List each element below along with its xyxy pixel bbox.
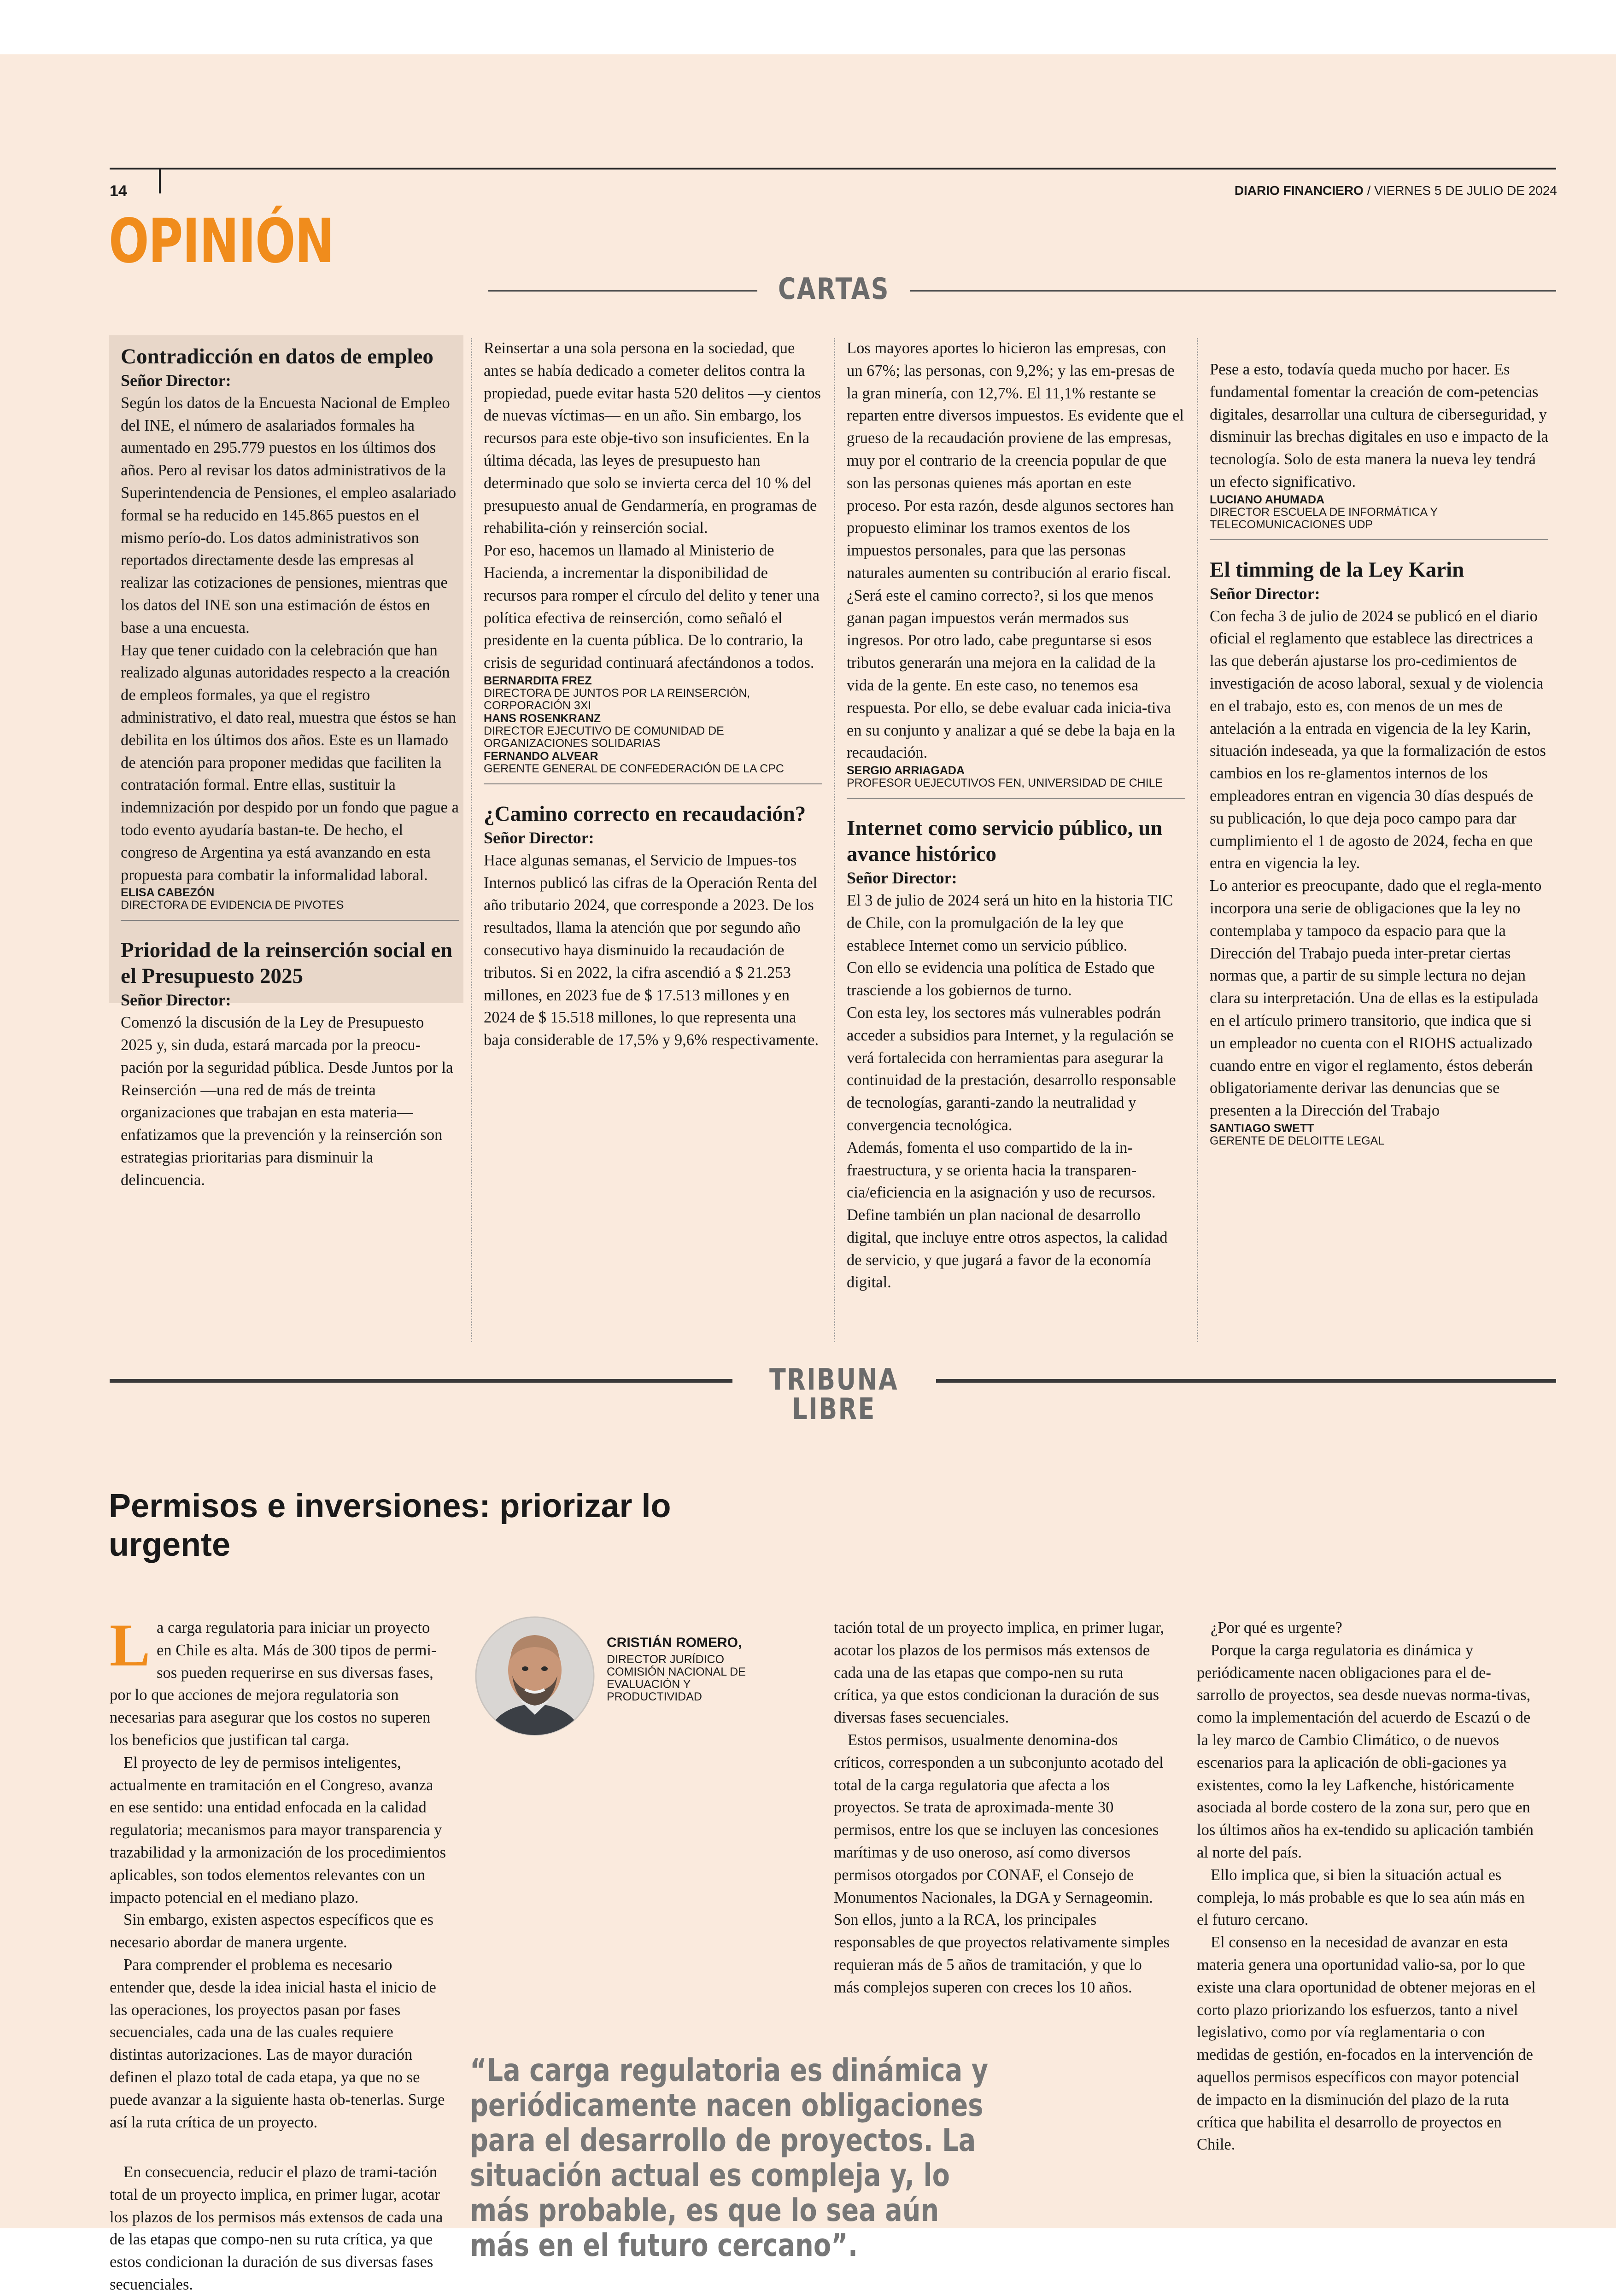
letter-title: Prioridad de la reinserción social en el Presupuesto 2025	[121, 938, 453, 988]
letters-column-4	[1210, 358, 1548, 1147]
tribuna-rule-right	[936, 1379, 1556, 1383]
article-paragraph: Porque la carga regulatoria es dinámica y periódicamente nacen obligaciones para el de-sarrollo de proyectos, sea desde nuevas norma-tivas, como la implementación del acuerdo de Escazú o de la ley marco de Cambio Climático, o de nuevos escenarios para la aplicación de obli-gaciones ya existentes, como la ley Lafkenche, históricamente asociada al borde costero de la zona sur, pero que en los últimos años ha ex-tendido su aplicación también al norte del país.	[1197, 1641, 1534, 1861]
article-paragraph: El proyecto de ley de permisos inteligentes, actualmente en tramitación en el Congreso, avanza en ese sentido: una entidad enfocada en la calidad regulatoria; mecanismos para mayor transparencia y trazabilidad y la armonización de los procedimientos aplicables, son todos elementos relevantes con un impacto potencial en el mediano plazo.	[110, 1753, 446, 1906]
letter-greeting: Señor Director:	[484, 828, 594, 847]
letter-separator	[1210, 539, 1548, 540]
author-role: DIRECTOR JURÍDICO COMISIÓN NACIONAL DE EVALUACIÓN Y PRODUCTIVIDAD	[607, 1653, 746, 1703]
letter-signature-role: GERENTE DE DELOITTE LEGAL	[1210, 1134, 1385, 1147]
letter-signature-role: DIRECTORA DE JUNTOS POR LA REINSERCIÓN, CORPORACIÓN 3XI	[484, 686, 750, 712]
letter-signature-role: PROFESOR UEJECUTIVOS FEN, UNIVERSIDAD DE CHILE	[847, 777, 1163, 790]
article-paragraph: El consenso en la necesidad de avanzar en esta materia genera una oportunidad valio-sa, por lo que existe una clara oportunidad de obtener mejoras en el corto plazo priorizando los esfuerzos, tanto a nivel legislativo, como por vía reglamentaria o con medidas de gestión, en-focados en la intervención de aquellos permisos específicos con mayor potencial de impacto en la disminución del plazo de la ruta crítica que habilita el desarrollo de proyectos en Chile.	[1197, 1934, 1536, 2154]
letter-paragraph: Con esta ley, los sectores más vulnerables podrán acceder a subsidios para Internet, y la regulación se verá fortalecida con herramientas para asegurar la continuidad de la prestación, desarrollo responsable de tecnologías, garanti-zando la neutralidad y convergencia tecnológica.	[847, 1004, 1176, 1134]
newspaper-page	[0, 54, 1616, 2293]
letter-paragraph: Hace algunas semanas, el Servicio de Impues-tos Internos publicó las cifras de la Operación Renta del año tributario 2024, que corresponde a 2023. De los resultados, llama la atención que por segundo año consecutivo haya disminuido la recaudación de tributos. Si en 2022, la cifra ascendió a $ 21.253 millones, en 2023 fue de $ 17.513 millones y en 2024 de $ 15.518 millones, lo que representa una baja considerable de 17,5% y 9,6% respectivamente.	[484, 851, 819, 1049]
article-paragraph: ¿Por qué es urgente?	[1211, 1619, 1342, 1636]
letter-separator	[484, 783, 822, 784]
article-paragraph: Sin embargo, existen aspectos específicos que es necesario abordar de manera urgente.	[110, 1911, 433, 1951]
letter-paragraph: El 3 de julio de 2024 será un hito en la historia TIC de Chile, con la promulgación de la ley que establece Internet como un servicio público.	[847, 891, 1173, 954]
article-column-1b	[110, 2161, 447, 2293]
letter-title: Internet como servicio público, un avance histórico	[847, 816, 1163, 866]
article-column-3	[1197, 1617, 1538, 2156]
letter-signature-name: SERGIO ARRIAGADA	[847, 764, 965, 777]
letter-greeting: Señor Director:	[1210, 584, 1320, 603]
article-paragraph: En consecuencia, reducir el plazo de trami-tación total de un proyecto implica, en primer lugar, acotar los plazos de los permisos más extensos de cada una de las etapas que compo-nen su ruta crítica, ya que estos condicionan la duración de sus diversas fases secuenciales.	[110, 2163, 443, 2293]
letter-greeting: Señor Director:	[121, 371, 231, 390]
letter-greeting: Señor Director:	[121, 991, 231, 1010]
section-title: OPINIÓN	[109, 206, 334, 277]
letter-signature-name: LUCIANO AHUMADA	[1210, 493, 1325, 506]
letter-paragraph: Lo anterior es preocupante, dado que el regla-mento incorpora una serie de obligaciones que la ley no contemplaba y tampoco da espacio para que la Dirección del Trabajo pueda inter-pretar ciertas normas que, a partir de su simple lectura no dejan clara su interpretación. Una de ellas es la estipulada en el artículo primero transitorio, que indica que si un empleador no cuenta con el RIOHS actualizado cuando entre en vigor el reglamento, éstos deberán obligatoriamente derivar las denuncias que se presenten a la Dirección del Trabajo	[1210, 877, 1542, 1120]
letter-signature-name: FERNANDO ALVEAR	[484, 749, 598, 763]
letter-paragraph: Reinsertar a una sola persona en la sociedad, que antes se había dedicado a cometer delitos contra la propiedad, puede evitar hasta 520 delitos —y cientos de nuevas víctimas— en un año. Sin embargo, los recursos para este obje-tivo son insuficientes. En la última década, las leyes de presupuesto han determinado que solo se invierta cerca del 10 % del presupuesto anual de Gendarmería, en programas de rehabilita-ción y reinserción social.	[484, 339, 821, 537]
letter-paragraph: Define también un plan nacional de desarrollo digital, que incluye entre otros aspectos, la calidad de servicio, y que jugará a favor de la economía digital.	[847, 1206, 1168, 1291]
letters-column-1	[121, 344, 459, 1192]
cartas-label: CARTAS	[778, 272, 890, 306]
letter-paragraph: Los mayores aportes lo hicieron las empresas, con un 67%; las personas, con 9,2%; y las em-presas de la gran minería, con 12,7%. El 11,1% restante se reparten entre diversos impuestos. Es evidente que el grueso de la recaudación proviene de las empresas, muy por el contrario de la creencia popular de que son las personas quienes más aportan en este proceso. Por esta razón, desde algunos sectores han propuesto eliminar los tramos exentos de los impuestos personales, para que las personas naturales aumenten su contribución al erario fiscal.	[847, 339, 1184, 582]
letter-signature-name: SANTIAGO SWETT	[1210, 1122, 1314, 1135]
letter-paragraph: Según los datos de la Encuesta Nacional de Empleo del INE, el número de asalariados formales ha aumentado en 295.779 puestos en los últimos dos años. Pero al revisar los datos administrativos de la Superintendencia de Pensiones, el empleo asalariado formal se ha reducido en 145.865 puestos en el mismo perío-do. Los datos administrativos son reportados directamente desde las empresas al realizar las cotizaciones de pensiones, mientras que los datos del INE son una estimación de éstos en base a una encuesta.	[121, 394, 457, 637]
column-divider	[1197, 338, 1198, 1342]
header-rule	[110, 168, 1556, 169]
article-paragraph: Para comprender el problema es necesario entender que, desde la idea inicial hasta el inicio de las operaciones, los proyectos pasan por fases secuenciales, cada una de las cuales requiere distintas autorizaciones. Las de mayor duración definen el plazo total de cada etapa, ya que no se puede avanzar a la siguiente hasta ob-tenerlas. Surge así la ruta crítica de un proyecto.	[110, 1956, 445, 2131]
page-number: 14	[110, 182, 127, 200]
author-name: CRISTIÁN ROMERO,	[607, 1635, 742, 1650]
letter-separator	[847, 798, 1185, 799]
article-column-1	[110, 1611, 447, 2133]
article-column-2	[834, 1617, 1170, 1999]
letter-paragraph: Además, fomenta el uso compartido de la in-fraestructura, y se orienta hacia la transparen-cia/eficiencia en la asignación y uso de recursos.	[847, 1139, 1156, 1202]
newspaper-name: DIARIO FINANCIERO	[1234, 183, 1364, 198]
article-title: Permisos e inversiones: priorizar lo urgente	[109, 1488, 671, 1563]
letters-column-2	[484, 337, 822, 1052]
page-number-divider	[159, 169, 161, 193]
letter-greeting: Señor Director:	[847, 869, 957, 888]
masthead	[1235, 183, 1557, 198]
letter-signature-name: BERNARDITA FREZ	[484, 674, 592, 687]
letter-separator	[121, 920, 459, 921]
letter-title: ¿Camino correcto en recaudación?	[484, 801, 806, 826]
article-paragraph-continued: tación total de un proyecto implica, en primer lugar, acotar los plazos de los permisos más extensos de cada una de las etapas que compo-nen su ruta crítica, ya que estos condicionan la duración de sus diversas fases secuenciales.	[834, 1619, 1165, 1727]
letter-signature-name: ELISA CABEZÓN	[121, 886, 215, 900]
cartas-rule-right	[910, 290, 1556, 292]
letter-paragraph: Con fecha 3 de julio de 2024 se publicó en el diario oficial el reglamento que establece las directrices a las que deberán ajustarse los pro-cedimientos de investigación de acoso laboral, sexual y de violencia en el trabajo, esto es, con menos de un mes de antelación a la entrada en vigencia de la ley Karin, situación indeseada, ya que la formalización de estos cambios en los re-glamentos internos de los empleadores entran en vigencia 30 días después de su publicación, lo que deja poco campo para dar cumplimiento el 1 de agosto de 2024, fecha en que entra en vigencia la ley.	[1210, 607, 1546, 872]
tribuna-label: TRIBUNA LIBRE	[769, 1363, 899, 1426]
article-paragraph: a carga regulatoria para iniciar un proyecto en Chile es alta. Más de 300 tipos de permi-sos pueden requerirse en sus diversas fases, por lo que acciones de mejora regulatoria son necesarias para asegurar que los costos no superen los beneficios que justifican tal carga.	[110, 1619, 437, 1749]
issue-date: / VIERNES 5 DE JULIO DE 2024	[1367, 183, 1557, 198]
letter-title: El timming de la Ley Karin	[1210, 557, 1464, 582]
letter-signature-name: HANS ROSENKRANZ	[484, 712, 601, 725]
letter-paragraph: Con ello se evidencia una política de Estado que trasciende a los gobiernos de turno.	[847, 959, 1155, 999]
tribuna-rule-left	[110, 1379, 732, 1383]
letter-paragraph: Pese a esto, todavía queda mucho por hacer. Es fundamental fomentar la creación de com-petencias digitales, desarrollar una cultura de ciberseguridad, y disminuir las brechas digitales en uso e impacto de la tecnología. Solo de esta manera la nueva ley tendrá un efecto significativo.	[1210, 361, 1548, 491]
letter-signature-role: DIRECTOR ESCUELA DE INFORMÁTICA Y TELECOMUNICACIONES UDP	[1210, 505, 1438, 531]
cartas-rule-left	[488, 290, 757, 292]
letter-signature-role: GERENTE GENERAL DE CONFEDERACIÓN DE LA CPC	[484, 762, 784, 775]
author-photo	[474, 1616, 595, 1736]
article-paragraph: Ello implica que, si bien la situación actual es compleja, lo más probable es que lo sea aún más en el futuro cercano.	[1197, 1866, 1525, 1929]
letter-paragraph: ¿Será este el camino correcto?, si los que menos ganan pagan impuestos verán mermados sus ingresos. Por otro lado, cabe preguntarse si esos tributos generarán una mejora en la calidad de la vida de la gente. En este caso, no tenemos esa respuesta. Por ello, se debe evaluar cada inicia-tiva en su conjunto y analizar a qué se debe la baja en la recaudación.	[847, 586, 1175, 762]
letters-column-3	[847, 337, 1185, 1294]
drop-cap: L	[110, 1611, 151, 1679]
letter-title: Contradicción en datos de empleo	[121, 345, 433, 368]
letter-signature-role: DIRECTORA DE EVIDENCIA DE PIVOTES	[121, 899, 344, 912]
article-paragraph: Estos permisos, usualmente denomina-dos críticos, corresponden a un subconjunto acotado del total de la carga regulatoria que afecta a los proyectos. Se trata de aproximada-mente 30 permisos, entre los que se incluyen las concesiones marítimas y de uso oneroso, así como diversos permisos otorgados por CONAF, el Consejo de Monumentos Nacionales, la DGA y Sernageomin. Son ellos, junto a la RCA, los principales responsables de que proyectos relativamente simples requieran más de 5 años de tramitación, y que lo más complejos superen con creces los 10 años.	[834, 1731, 1170, 1996]
column-divider	[834, 338, 835, 1342]
pull-quote: “La carga regulatoria es dinámica y periódicamente nacen obligaciones para el desarrollo de proyectos. La situación actual es compleja y, lo más probable, es que lo sea aún más en el futuro cercano”.	[470, 2052, 989, 2264]
letter-paragraph: Comenzó la discusión de la Ley de Presupuesto 2025 y, sin duda, estará marcada por la preocu-pación por la seguridad pública. Desde Juntos por la Reinserción —una red de más de treinta organizaciones que trabajan en esta materia— enfatizamos que la prevención y la reinserción son estrategias prioritarias para disminuir la delincuencia.	[121, 1014, 453, 1189]
letter-signature-role: DIRECTOR EJECUTIVO DE COMUNIDAD DE ORGANIZACIONES SOLIDARIAS	[484, 724, 724, 750]
letter-paragraph: Hay que tener cuidado con la celebración que han realizado algunas autoridades respecto a la creación de empleos formales, ya que el registro administrativo, el dato real, muestra que éstos se han debilita en los últimos dos años. Este es un llamado de atención para proponer medidas que faciliten la contratación formal. Entre ellas, sustituir la indemnización por despido por un fondo que pague a todo evento ayudaría bastan-te. De hecho, el congreso de Argentina ya está avanzando en esta propuesta para combatir la informalidad laboral.	[121, 641, 459, 884]
letter-paragraph: Por eso, hacemos un llamado al Ministerio de Hacienda, a incrementar la disponibilidad de recursos para romper el círculo del delito y tener una política efectiva de reinserción, como señaló el presidente en la cuenta pública. De lo contrario, la crisis de seguridad continuará afectándonos a todos.	[484, 542, 820, 672]
column-divider	[471, 338, 472, 1342]
